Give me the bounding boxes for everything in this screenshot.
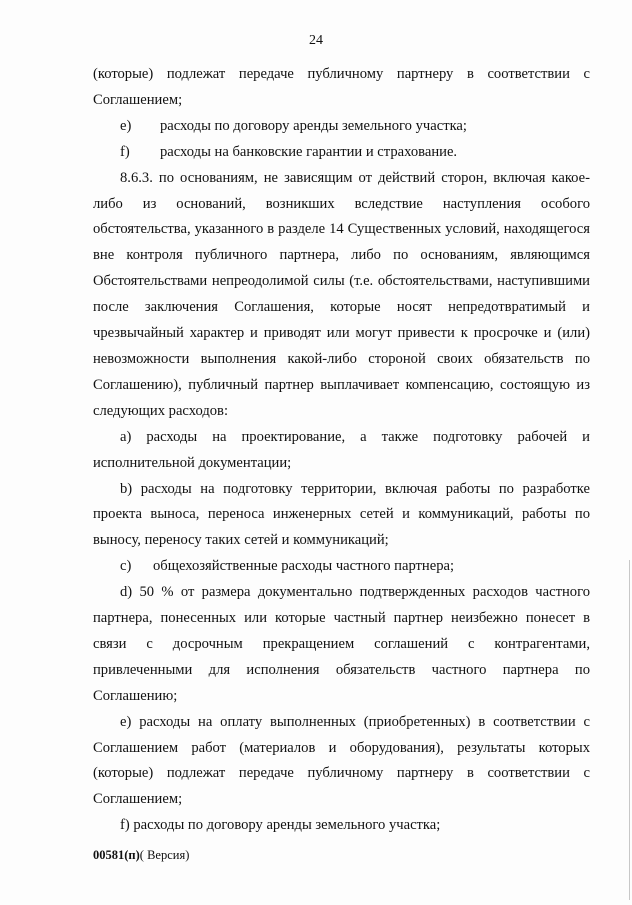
subclause-d: d) 50 % от размера документально подтвержденных расходов частного партнера, понесенных или которые частный партнер неизбежно понесет в связи с досрочным прекращением соглашений с контрагентами, привлеченными для исполнения обязательств частного партнера по Соглашению;: [93, 584, 590, 704]
document-version: ( Версия): [139, 848, 190, 862]
clause-8-6-3: 8.6.3. по основаниям, не зависящим от действий сторон, включая какое-либо из оснований, возникших вследствие наступления особого обстоятельства, указанного в разделе 14 Существенных условий, находящегося вне контроля публичного партнера, либо по основаниям, являющимся Обстоятельствами непреодолимой силы (т.е. обстоятельствами, наступившими после заключения Соглашения, которые носят непредотвратимый и чрезвычайный характер и приводят или могут привести к просрочке и (или) невозможности выполнения какой-либо стороной своих обязательств по Соглашению), публичный партнер выплачивает компенсацию, состоящую из следующих расходов:: [93, 169, 590, 419]
list-item-e: [93, 114, 590, 140]
scan-edge-line: [629, 560, 630, 900]
document-code-number: 00581(п): [93, 848, 140, 862]
subclause-a: a) расходы на проектирование, а также подготовку рабочей и исполнительной документации;: [93, 428, 590, 471]
list-item-f: [93, 140, 590, 166]
page-number: 24: [309, 33, 323, 48]
subclause-c: [93, 554, 590, 580]
document-body: [93, 62, 590, 839]
subclause-b: b) расходы на подготовку территории, включая работы по разработке проекта выноса, переноса инженерных сетей и коммуникаций, работы по выносу, переносу таких сетей и коммуникаций;: [93, 480, 590, 549]
list-item-text: расходы на банковские гарантии и страхование.: [160, 143, 458, 160]
list-marker: e): [120, 117, 132, 134]
list-marker: f): [120, 143, 130, 160]
subclause-e: e) расходы на оплату выполненных (приобретенных) в соответствии с Соглашением работ (материалов и оборудования), результаты которых (которые) подлежат передаче публичному партнеру в соответствии с Соглашением;: [93, 713, 590, 808]
list-item-text: расходы по договору аренды земельного участка;: [160, 117, 467, 134]
subclause-f: f) расходы по договору аренды земельного участка;: [120, 817, 441, 834]
list-marker: c): [120, 558, 132, 575]
document-code: [93, 848, 189, 863]
list-item-text: общехозяйственные расходы частного партнера;: [153, 558, 455, 575]
paragraph-continuation: (которые) подлежат передаче публичному партнеру в соответствии с Соглашением;: [93, 66, 590, 108]
